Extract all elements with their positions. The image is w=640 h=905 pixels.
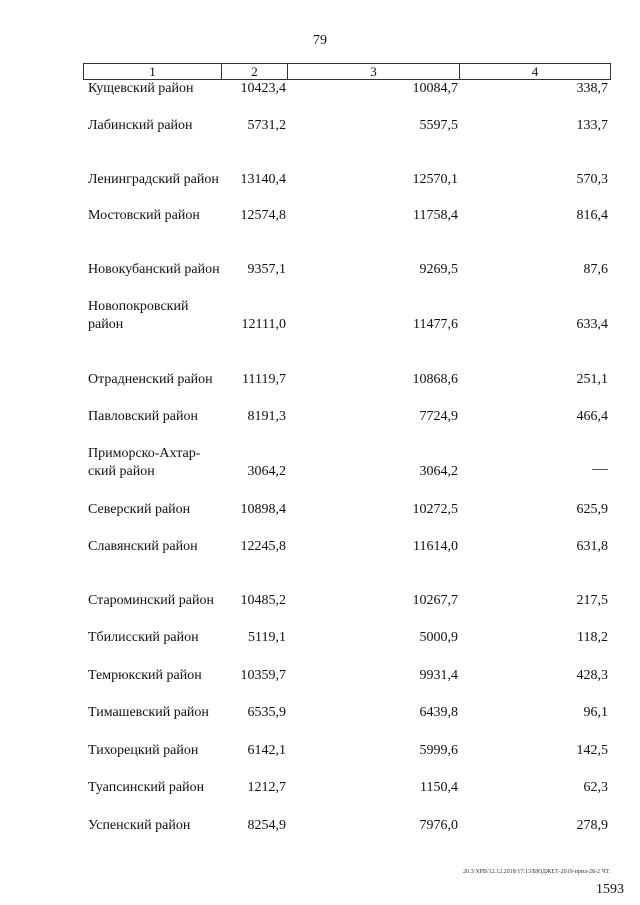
value-col-4: 278,9 xyxy=(576,818,608,833)
district-name: Лабинский район xyxy=(88,118,193,133)
value-col-3: 11758,4 xyxy=(413,208,458,223)
value-col-2: 6142,1 xyxy=(247,743,286,758)
value-col-2: 11119,7 xyxy=(242,372,286,387)
value-col-4: 251,1 xyxy=(576,372,608,387)
value-col-2: 8254,9 xyxy=(247,818,286,833)
value-col-2: 10359,7 xyxy=(240,668,286,683)
table-row xyxy=(0,386,640,426)
district-name: Отрадненский район xyxy=(88,372,213,387)
value-col-2: 10898,4 xyxy=(240,502,286,517)
value-col-2: 8191,3 xyxy=(247,409,286,424)
footer-stamp-text: 20.3/XPB/12.12.2018/17:13/БЮДЖЕТ-2019-прил-28-2 ЧТ. xyxy=(463,869,610,875)
district-name: Новокубанский район xyxy=(88,262,220,277)
value-col-3: 5999,6 xyxy=(419,743,458,758)
value-col-4: 466,4 xyxy=(576,409,608,424)
column-header-3: 3 xyxy=(287,64,459,79)
value-col-3: 5000,9 xyxy=(419,630,458,645)
value-col-2: 6535,9 xyxy=(247,705,286,720)
value-col-2: 5731,2 xyxy=(247,118,286,133)
table-row xyxy=(0,720,640,760)
table-row xyxy=(0,757,640,797)
value-col-4: 87,6 xyxy=(583,262,608,277)
value-col-4: 570,3 xyxy=(576,172,608,187)
value-col-4: 217,5 xyxy=(576,593,608,608)
value-col-3: 10272,5 xyxy=(412,502,458,517)
table-row xyxy=(0,645,640,685)
table-row xyxy=(0,58,640,98)
value-col-2: 12111,0 xyxy=(241,317,286,332)
value-col-2: 10423,4 xyxy=(240,81,286,96)
table-row xyxy=(0,682,640,722)
value-col-2: 10485,2 xyxy=(240,593,286,608)
value-col-4: 338,7 xyxy=(576,81,608,96)
page-number: 79 xyxy=(313,33,327,48)
value-col-4: 133,7 xyxy=(576,118,608,133)
table-row xyxy=(0,795,640,835)
value-col-3: 1150,4 xyxy=(420,780,458,795)
district-name: Тимашевский район xyxy=(88,705,209,720)
table-row xyxy=(0,149,640,189)
value-col-3: 10084,7 xyxy=(412,81,458,96)
district-name: Северский район xyxy=(88,502,191,517)
district-name: Павловский район xyxy=(88,409,198,424)
value-col-4: 816,4 xyxy=(576,208,608,223)
table-row xyxy=(0,570,640,610)
value-col-3: 9931,4 xyxy=(419,668,458,683)
table-row xyxy=(0,516,640,556)
column-header-4: 4 xyxy=(459,64,610,79)
district-name: Приморско-Ахтар-ский район xyxy=(88,446,201,479)
district-name: Темрюкский район xyxy=(88,668,202,683)
district-name: Туапсинский район xyxy=(88,780,205,795)
value-col-2: 9357,1 xyxy=(247,262,286,277)
table-row xyxy=(0,479,640,519)
district-name: Новопокровский район xyxy=(88,299,189,332)
value-col-4: 142,5 xyxy=(576,743,608,758)
value-col-3: 3064,2 xyxy=(419,464,458,479)
column-header-1: 1 xyxy=(149,64,156,79)
district-name: Мостовский район xyxy=(88,208,200,223)
district-name: Успенский район xyxy=(88,818,191,833)
value-col-3: 12570,1 xyxy=(412,172,458,187)
value-col-4: 428,3 xyxy=(576,668,608,683)
district-name: Тихорецкий район xyxy=(88,743,199,758)
value-col-3: 11477,6 xyxy=(413,317,458,332)
value-col-3: 7724,9 xyxy=(419,409,458,424)
value-col-3: 11614,0 xyxy=(413,539,458,554)
value-col-3: 10868,6 xyxy=(412,372,458,387)
value-col-2: 5119,1 xyxy=(248,630,286,645)
value-col-2: 12245,8 xyxy=(240,539,286,554)
value-col-2: 3064,2 xyxy=(247,464,286,479)
value-col-3: 10267,7 xyxy=(412,593,458,608)
value-col-4: 633,4 xyxy=(576,317,608,332)
value-col-4: 118,2 xyxy=(577,630,608,645)
table-row xyxy=(0,95,640,135)
column-header-2: 2 xyxy=(221,64,287,79)
district-name: Ленинградский район xyxy=(88,172,219,187)
district-name: Тбилисский район xyxy=(88,630,199,645)
table-row xyxy=(0,349,640,389)
table-row xyxy=(0,294,640,334)
value-col-2: 12574,8 xyxy=(240,208,286,223)
value-col-3: 9269,5 xyxy=(419,262,458,277)
dash-mark xyxy=(592,469,608,470)
district-name: Славянский район xyxy=(88,539,198,554)
district-name: Староминский район xyxy=(88,593,214,608)
table-row xyxy=(0,185,640,225)
table-row xyxy=(0,239,640,279)
value-col-3: 6439,8 xyxy=(419,705,458,720)
value-col-3: 5597,5 xyxy=(419,118,458,133)
value-col-3: 7976,0 xyxy=(419,818,458,833)
table-row xyxy=(0,607,640,647)
value-col-2: 1212,7 xyxy=(247,780,286,795)
footer-page-number: 1593 xyxy=(596,882,624,897)
value-col-2: 13140,4 xyxy=(240,172,286,187)
value-col-4: 631,8 xyxy=(576,539,608,554)
district-name: Кущевский район xyxy=(88,81,194,96)
value-col-4: 62,3 xyxy=(583,780,608,795)
table-row xyxy=(0,441,640,481)
value-col-4: 96,1 xyxy=(583,705,608,720)
value-col-4: 625,9 xyxy=(576,502,608,517)
